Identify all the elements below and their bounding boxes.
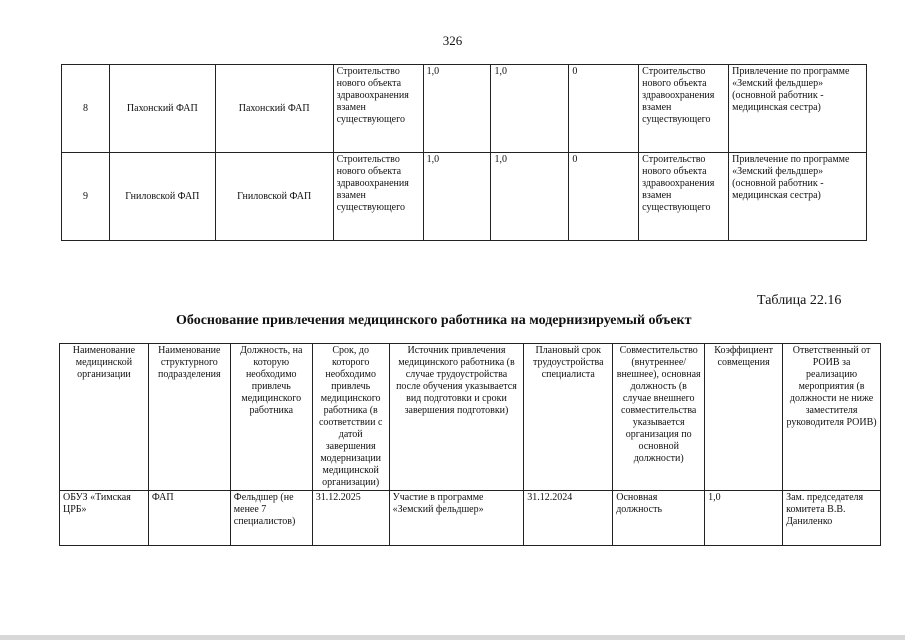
unit-name: Пахонский ФАП <box>215 65 333 153</box>
action-cell: Строительство нового объекта здравоохранения взамен существующего <box>333 65 423 153</box>
column-header: Источник привлечения медицинского работника (в случае трудоустройства после обучения указывается вид подготовки и сроки завершения подготовки) <box>389 344 524 491</box>
row-number: 8 <box>62 65 110 153</box>
action-cell: Строительство нового объекта здравоохранения взамен существующего <box>639 153 729 241</box>
table-row <box>62 65 867 153</box>
column-header: Наименование структурного подразделения <box>148 344 230 491</box>
table-title: Обоснование привлечения медицинского работника на модернизируемый объект <box>176 313 692 328</box>
column-header: Срок, до которого необходимо привлечь медицинского работника (в соответствии с датой завершения модернизации медицинской организации) <box>312 344 389 491</box>
column-header: Коэффициент совмещения <box>705 344 783 491</box>
page-number: 326 <box>442 33 463 48</box>
unit-name: Гниловской ФАП <box>215 153 333 241</box>
upper-table <box>61 64 867 241</box>
value-cell: 0 <box>569 65 639 153</box>
lower-table <box>59 343 881 546</box>
column-header: Совместительство (внутреннее/внешнее), основная должность (в случае внешнего совместительства указывается организация по основной должности) <box>613 344 705 491</box>
action-cell: Строительство нового объекта здравоохранения взамен существующего <box>333 153 423 241</box>
action-cell: Строительство нового объекта здравоохранения взамен существующего <box>639 65 729 153</box>
column-header: Должность, на которую необходимо привлечь медицинского работника <box>230 344 312 491</box>
responsible-cell: Зам. председателя комитета В.В. Даниленко <box>783 491 881 546</box>
org-name: Гниловской ФАП <box>109 153 215 241</box>
value-cell: 1,0 <box>423 65 491 153</box>
table-label: Таблица 22.16 <box>757 293 842 308</box>
planned-date-cell: 31.12.2024 <box>524 491 613 546</box>
row-number: 9 <box>62 153 110 241</box>
value-cell: 1,0 <box>491 153 569 241</box>
column-header: Ответственный от РОИВ за реализацию мероприятия (в должности не ниже заместителя руководителя РОИВ) <box>783 344 881 491</box>
coefficient-cell: 1,0 <box>705 491 783 546</box>
column-header: Наименование медицинской организации <box>60 344 149 491</box>
scan-edge <box>0 635 905 640</box>
org-name: Пахонский ФАП <box>109 65 215 153</box>
table-row <box>62 153 867 241</box>
value-cell: 1,0 <box>491 65 569 153</box>
source-cell: Участие в программе «Земский фельдшер» <box>389 491 524 546</box>
deadline-cell: 31.12.2025 <box>312 491 389 546</box>
value-cell: 1,0 <box>423 153 491 241</box>
value-cell: 0 <box>569 153 639 241</box>
column-header: Плановый срок трудоустройства специалиста <box>524 344 613 491</box>
table-row <box>60 491 881 546</box>
combination-cell: Основная должность <box>613 491 705 546</box>
header-row <box>60 344 881 491</box>
position-cell: Фельдшер (не менее 7 специалистов) <box>230 491 312 546</box>
involvement-cell: Привлечение по программе «Земский фельдшер» (основной работник - медицинская сестра) <box>729 153 867 241</box>
unit-name: ФАП <box>148 491 230 546</box>
involvement-cell: Привлечение по программе «Земский фельдшер» (основной работник - медицинская сестра) <box>729 65 867 153</box>
org-name: ОБУЗ «Тимская ЦРБ» <box>60 491 149 546</box>
